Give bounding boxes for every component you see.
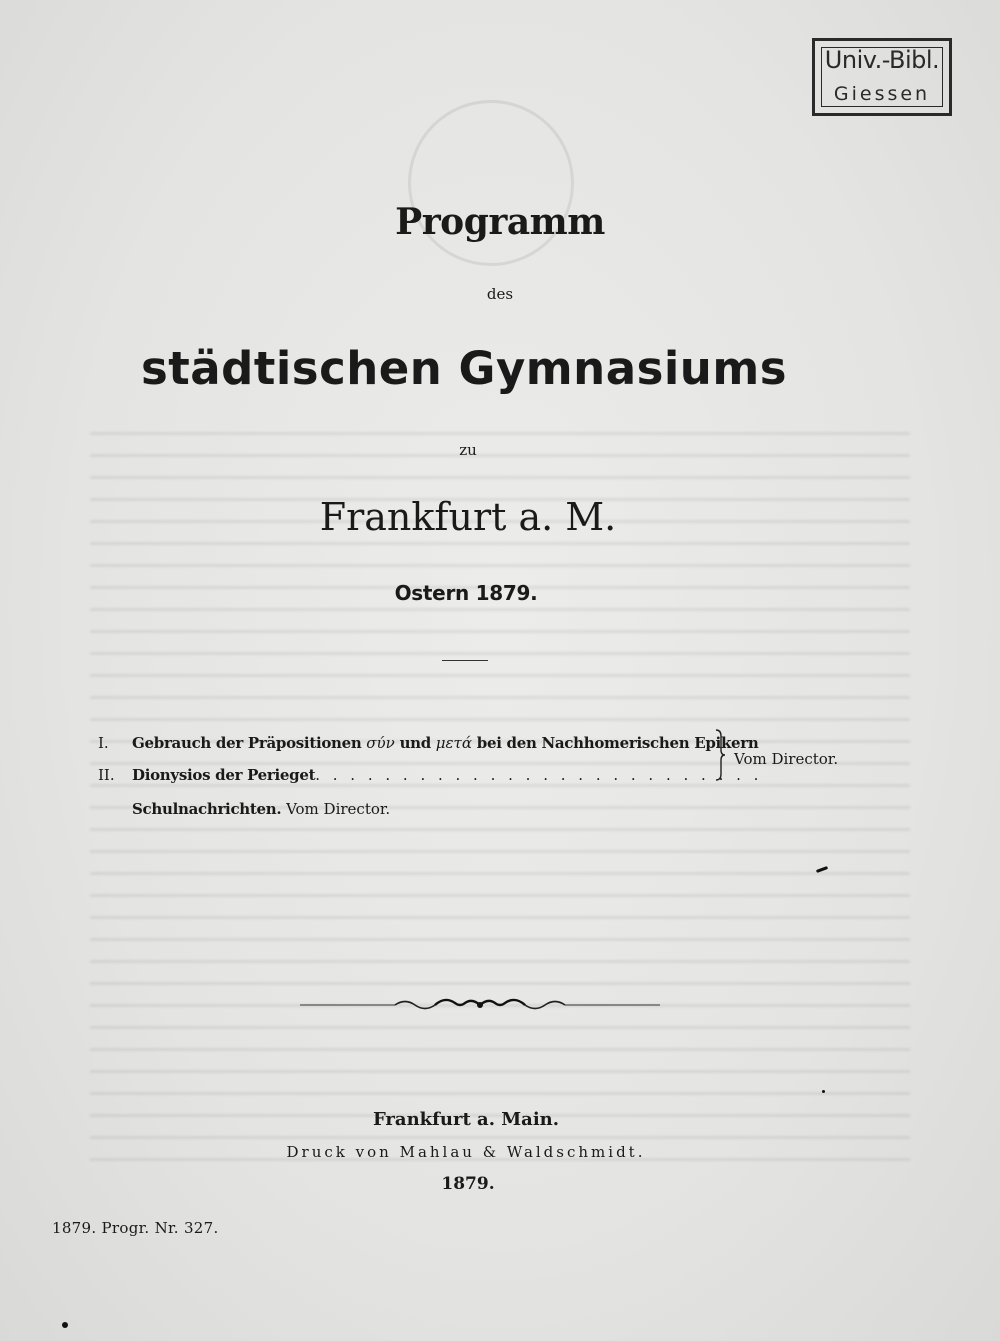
ink-speck — [822, 1090, 825, 1093]
school-news-label: Schulnachrichten. — [132, 800, 282, 818]
title-programm: Programm — [395, 201, 605, 243]
item-title: Dionysios der Perieget — [132, 766, 316, 784]
program-reference: 1879. Progr. Nr. 327. — [52, 1219, 219, 1237]
stamp-library-name: Univ.-Bibl. — [824, 46, 940, 74]
title-des: des — [486, 285, 514, 303]
contents-item-2 — [98, 764, 762, 786]
ornamental-rule-icon — [300, 994, 660, 1016]
stamp-city: Giessen — [833, 83, 931, 105]
item-numeral: II. — [98, 766, 115, 784]
item-numeral: I. — [98, 734, 109, 752]
library-stamp — [812, 38, 952, 116]
item-title-part2: und — [399, 734, 431, 752]
imprint-place: Frankfurt a. Main. — [372, 1109, 560, 1130]
imprint-printer: Druck von Mahlau & Waldschmidt. — [286, 1143, 646, 1161]
leader-dots: . . . . . . . . . . . . . . . . . . . . . . . . . . — [315, 766, 763, 784]
short-rule — [442, 660, 488, 661]
title-school: städtischen Gymnasiums — [140, 342, 787, 395]
contents-item-1 — [98, 732, 759, 754]
title-zu: zu — [459, 441, 477, 459]
school-news-line — [132, 798, 390, 820]
imprint-year: 1879. — [441, 1174, 495, 1194]
title-date: Ostern 1879. — [394, 581, 538, 605]
school-news-author: Vom Director. — [286, 800, 391, 818]
greek-word-meta: μετά — [435, 734, 472, 752]
contents-author: Vom Director. — [734, 750, 839, 768]
item-title-part1: Gebrauch der Präpositionen — [132, 734, 362, 752]
item-title-part3: bei den Nachhomerischen Epikern — [476, 734, 759, 752]
title-city: Frankfurt a. M. — [319, 495, 617, 539]
ink-speck — [62, 1322, 68, 1328]
right-brace-icon — [714, 728, 726, 782]
greek-word-syn: σύν — [366, 734, 395, 752]
